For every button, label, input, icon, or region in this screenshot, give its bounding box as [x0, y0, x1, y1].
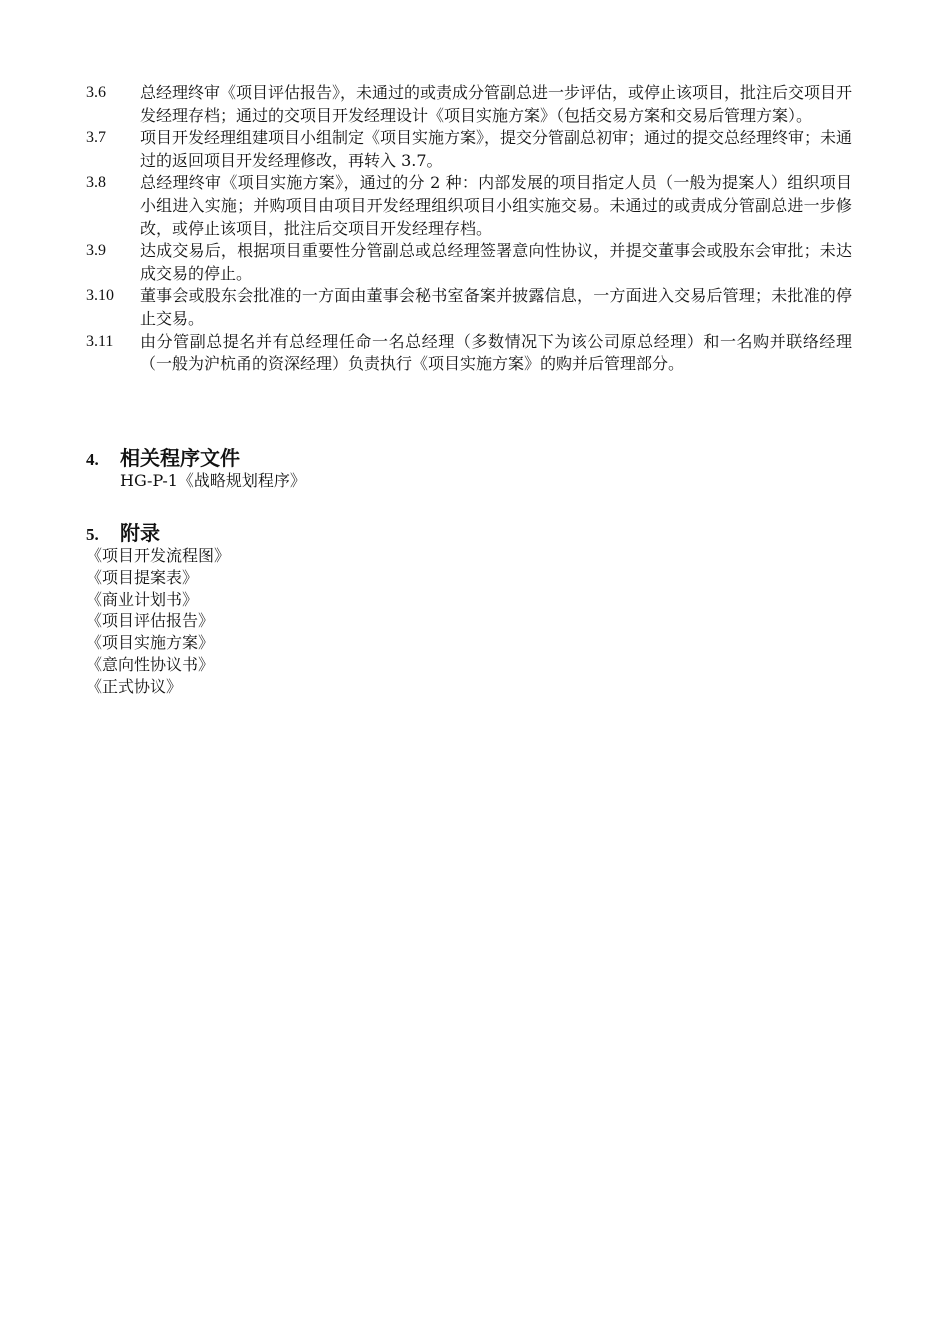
step-number: 3.7 — [86, 129, 106, 147]
related-document-reference: HG-P-1《战略规划程序》 — [120, 471, 306, 490]
step-number: 3.11 — [86, 332, 114, 350]
step-text: 达成交易后，根据项目重要性分管副总或总经理签署意向性协议，并提交董事会或股东会审批；未达成交易的停止。 — [140, 241, 852, 283]
step-3-10 — [86, 285, 866, 330]
section-number: 5. — [86, 525, 99, 544]
step-3-9 — [86, 240, 866, 285]
appendix-item: 《正式协议》 — [86, 676, 183, 696]
appendix-item: 《项目实施方案》 — [86, 633, 215, 653]
appendix-list — [86, 545, 230, 698]
step-number: 3.8 — [86, 174, 106, 192]
step-3-11 — [86, 331, 866, 376]
appendix-item: 《项目评估报告》 — [86, 611, 215, 631]
section-title: 相关程序文件 — [120, 446, 240, 470]
step-text: 总经理终审《项目实施方案》，通过的分 2 种：内部发展的项目指定人员（一般为提案人）组织项目小组进入实施；并购项目由项目开发经理组织项目小组实施交易。未通过的或责成分管副总进一步修改，或停止该项目，批注后交项目开发经理存档。 — [140, 173, 852, 238]
step-number: 3.9 — [86, 242, 106, 260]
section-heading-related-documents — [86, 442, 240, 471]
section-title: 附录 — [120, 521, 160, 545]
appendix-item: 《商业计划书》 — [86, 589, 199, 609]
step-text: 总经理终审《项目评估报告》，未通过的或责成分管副总进一步评估，或停止该项目，批注后交项目开发经理存档；通过的交项目开发经理设计《项目实施方案》（包括交易方案和交易后管理方案）。 — [140, 83, 853, 125]
step-number: 3.10 — [86, 287, 114, 305]
step-3-6 — [86, 82, 866, 127]
step-text: 董事会或股东会批准的一方面由董事会秘书室备案并披露信息，一方面进入交易后管理；未批准的停止交易。 — [140, 286, 852, 328]
appendix-item: 《项目提案表》 — [86, 567, 199, 587]
section-number: 4. — [86, 450, 99, 469]
appendix-item: 《意向性协议书》 — [86, 654, 215, 674]
step-number: 3.6 — [86, 84, 106, 101]
appendix-item: 《项目开发流程图》 — [86, 546, 231, 565]
step-text: 项目开发经理组建项目小组制定《项目实施方案》，提交分管副总初审；通过的提交总经理终审；未通过的返回项目开发经理修改，再转入 3.7。 — [140, 128, 853, 170]
step-text: 由分管副总提名并有总经理任命一名总经理（多数情况下为该公司原总经理）和一名购并联络经理（一般为沪杭甬的资深经理）负责执行《项目实施方案》的购并后管理部分。 — [140, 331, 852, 374]
procedure-steps — [86, 82, 866, 376]
step-3-7 — [86, 127, 866, 172]
step-3-8 — [86, 172, 866, 240]
section-heading-appendix — [86, 517, 160, 546]
